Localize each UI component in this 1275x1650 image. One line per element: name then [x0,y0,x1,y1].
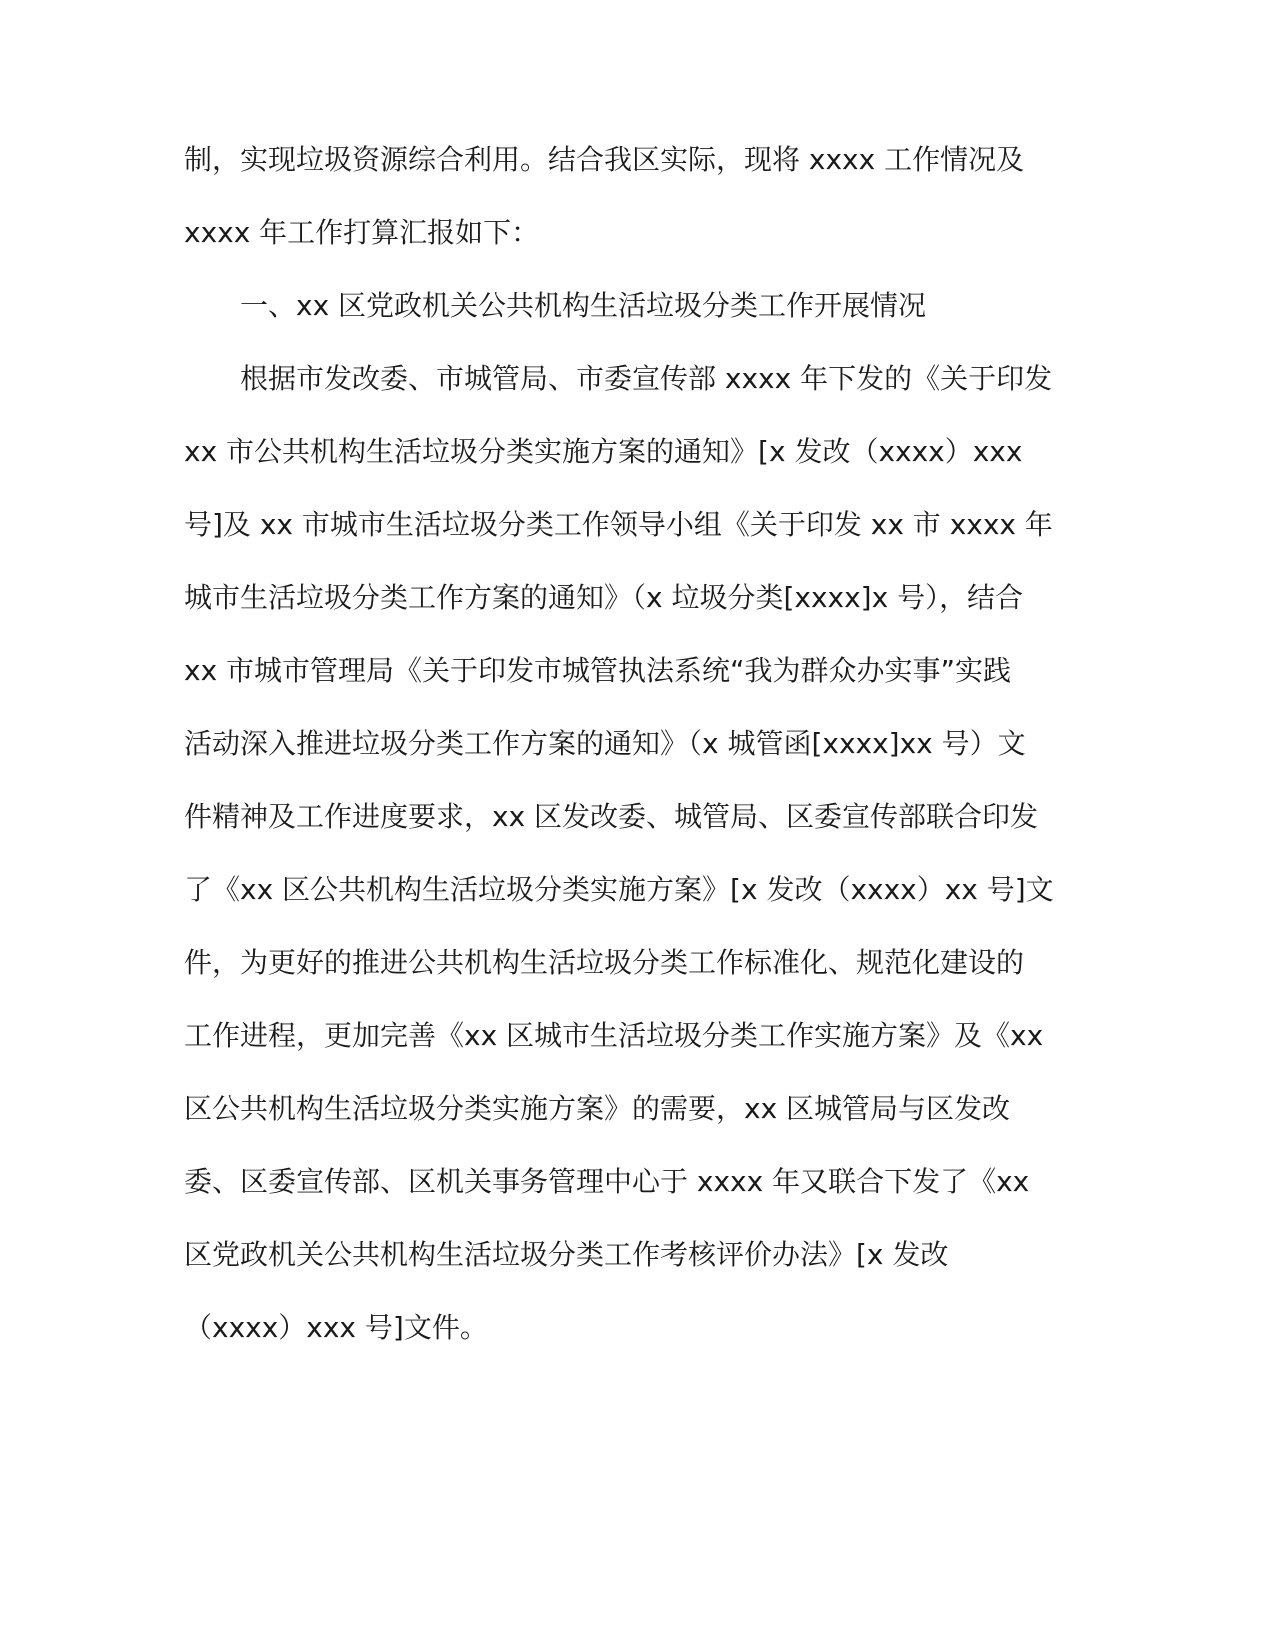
text-line: 了《xx 区公共机构生活垃圾分类实施方案》[x 发改（xxxx）xx 号]文 [184,873,1054,906]
text-line: xxxx 年工作打算汇报如下： [184,216,540,249]
text-line: 件，为更好的推进公共机构生活垃圾分类工作标准化、规范化建设的 [184,946,1025,979]
text-line: （xxxx）xxx 号]文件。 [184,1311,488,1344]
paragraph-start-line: 根据市发改委、市城管局、市委宣传部 xxxx 年下发的《关于印发 [240,362,1053,395]
text-line: xx 市公共机构生活垃圾分类实施方案的通知》[x 发改（xxxx）xxx [184,435,1023,468]
text-line: 区公共机构生活垃圾分类实施方案》的需要，xx 区城管局与区发改 [184,1092,1011,1125]
text-line: 活动深入推进垃圾分类工作方案的通知》（x 城管函[xxxx]xx 号）文 [184,727,1026,760]
text-line: 工作进程，更加完善《xx 区城市生活垃圾分类工作实施方案》及《xx [184,1019,1044,1052]
text-line: 城市生活垃圾分类工作方案的通知》（x 垃圾分类[xxxx]x 号），结合 [184,581,1024,614]
text-line: 号]及 xx 市城市生活垃圾分类工作领导小组《关于印发 xx 市 xxxx 年 [184,508,1053,541]
text-line: 件精神及工作进度要求，xx 区发改委、城管局、区委宣传部联合印发 [184,800,1039,833]
text-line: 制，实现垃圾资源综合利用。结合我区实际，现将 xxxx 工作情况及 [184,143,1025,176]
section-heading: 一、xx 区党政机关公共机构生活垃圾分类工作开展情况 [240,289,927,322]
text-line: 委、区委宣传部、区机关事务管理中心于 xxxx 年又联合下发了《xx [184,1165,1030,1198]
text-line: 区党政机关公共机构生活垃圾分类工作考核评价办法》[x 发改 [184,1238,949,1271]
text-line: xx 市城市管理局《关于印发市城管执法系统“我为群众办实事”实践 [184,654,1012,687]
